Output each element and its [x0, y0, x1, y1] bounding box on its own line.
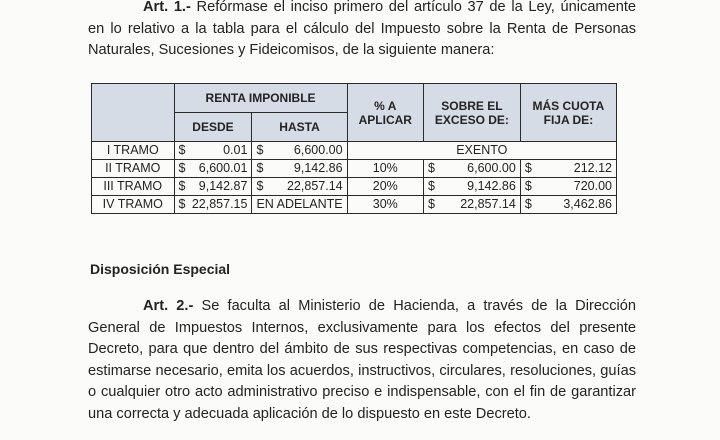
table-row	[92, 142, 617, 160]
header-hasta: HASTA	[252, 113, 347, 142]
percent-cell: 10%	[347, 160, 423, 178]
header-percent: % A APLICAR	[347, 84, 423, 142]
sobre-cell: $ 22,857.14	[424, 196, 521, 214]
percent-cell: 20%	[347, 178, 423, 196]
tramo-label: IV TRAMO	[92, 196, 175, 214]
sobre-cell: $ 9,142.86	[424, 178, 521, 196]
cuota-cell: $ 212.12	[520, 160, 616, 178]
cuota-cell: $ 720.00	[520, 178, 616, 196]
article-2-paragraph	[88, 296, 636, 425]
table-row	[92, 196, 617, 214]
header-desde: DESDE	[174, 113, 252, 142]
hasta-cell: $ 6,600.00	[252, 142, 347, 160]
section-heading: Disposición Especial	[90, 261, 231, 277]
tax-brackets-table	[91, 83, 617, 214]
header-cuota-fija: MÁS CUOTA FIJA DE:	[520, 84, 616, 142]
article-1-text: Refórmase el inciso primero del artículo 37 de la Ley, únicamente en lo relativo a la tabla para el cálculo del Impuesto sobre la Renta de Personas Naturales, Sucesiones y Fideicomisos, de la siguiente manera:	[88, 0, 636, 58]
header-sobre-exceso: SOBRE EL EXCESO DE:	[424, 84, 521, 142]
desde-cell: $ 6,600.01	[174, 160, 252, 178]
desde-cell: $ 22,857.15	[174, 196, 252, 214]
cuota-cell: $ 3,462.86	[520, 196, 616, 214]
tramo-label: I TRAMO	[92, 142, 175, 160]
hasta-cell: EN ADELANTE	[252, 196, 347, 214]
article-2-text: Se faculta al Ministerio de Hacienda, a través de la Dirección General de Impuestos Internos, exclusivamente para los efectos del presente Decreto, para que dentro del ámbito de sus respectivas competencias, en caso de estimarse necesario, emita los acuerdos, instructivos, circulares, resoluciones, guías o cualquier otro acto administrativo preciso e indispensable, con el fin de garantizar una correcta y adecuada aplicación de lo dispuesto en este Decreto.	[88, 298, 636, 422]
table-row	[92, 160, 617, 178]
hasta-cell: $ 22,857.14	[252, 178, 347, 196]
sobre-cell: $ 6,600.00	[424, 160, 521, 178]
desde-cell: $ 9,142.87	[174, 178, 252, 196]
header-renta-imponible: RENTA IMPONIBLE	[174, 84, 347, 113]
exento-cell: EXENTO	[347, 142, 616, 160]
percent-cell: 30%	[347, 196, 423, 214]
table-row	[92, 178, 617, 196]
tramo-label: II TRAMO	[92, 160, 175, 178]
article-2-label: Art. 2.-	[143, 298, 194, 314]
article-1-paragraph	[88, 0, 636, 62]
hasta-cell: $ 9,142.86	[252, 160, 347, 178]
tramo-label: III TRAMO	[92, 178, 175, 196]
desde-cell: $ 0.01	[174, 142, 252, 160]
header-blank	[92, 84, 175, 142]
article-1-label: Art. 1.-	[143, 0, 191, 15]
